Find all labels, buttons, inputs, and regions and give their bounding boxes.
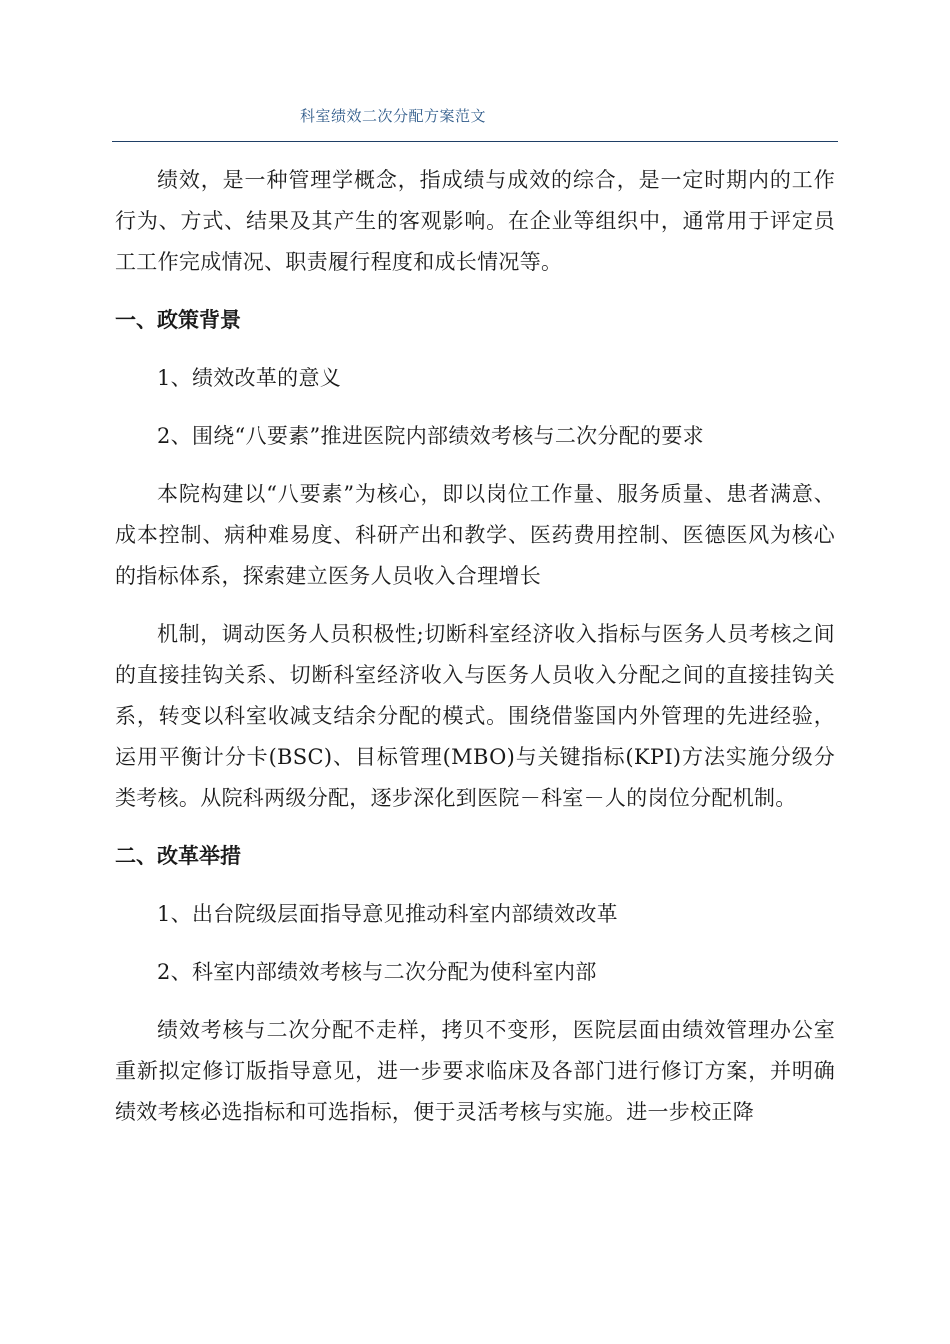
section-heading-reform-measures: 二、改革举措 bbox=[115, 844, 241, 868]
section-heading-policy-background: 一、政策背景 bbox=[115, 308, 241, 332]
section2-item-2: 2、科室内部绩效考核与二次分配为使科室内部 bbox=[157, 960, 597, 984]
document-body bbox=[115, 160, 835, 1150]
section1-paragraph-1: 本院构建以“八要素”为核心，即以岗位工作量、服务质量、患者满意、成本控制、病种难易度、科研产出和教学、医药费用控制、医德医风为核心的指标体系，探索建立医务人员收入合理增长 bbox=[115, 482, 835, 588]
section1-item-1: 1、绩效改革的意义 bbox=[157, 366, 342, 390]
header-divider bbox=[112, 141, 838, 142]
section1-item-2: 2、围绕“八要素”推进医院内部绩效考核与二次分配的要求 bbox=[157, 424, 704, 448]
section1-paragraph-2: 机制，调动医务人员积极性;切断科室经济收入指标与医务人员考核之间的直接挂钩关系、切断科室经济收入与医务人员收入分配之间的直接挂钩关系，转变以科室收减支结余分配的模式。围绕借鉴国内外管理的先进经验，运用平衡计分卡(BSC)、目标管理(MBO)与关键指标(KPI)方法实施分级分类考核。从院科两级分配，逐步深化到医院－科室－人的岗位分配机制。 bbox=[115, 622, 835, 810]
intro-paragraph: 绩效，是一种管理学概念，指成绩与成效的综合，是一定时期内的工作行为、方式、结果及其产生的客观影响。在企业等组织中，通常用于评定员工工作完成情况、职责履行程度和成长情况等。 bbox=[115, 168, 835, 274]
page-header-title: 科室绩效二次分配方案范文 bbox=[300, 107, 487, 125]
section2-paragraph-1: 绩效考核与二次分配不走样，拷贝不变形，医院层面由绩效管理办公室重新拟定修订版指导意见，进一步要求临床及各部门进行修订方案，并明确绩效考核必选指标和可选指标，便于灵活考核与实施。进一步校正降 bbox=[115, 1018, 835, 1124]
section2-item-1: 1、出台院级层面指导意见推动科室内部绩效改革 bbox=[157, 902, 618, 926]
